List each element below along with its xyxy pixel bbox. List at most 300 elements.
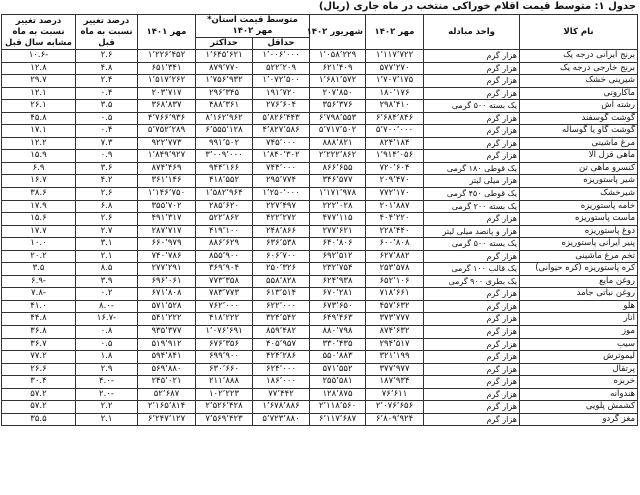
- change-prev-month: ۷.۳: [76, 137, 138, 150]
- table-row: [2, 213, 638, 226]
- price-mehr1401: ۵٬۷۵۲٬۲۸۹: [138, 125, 196, 138]
- change-prev-year: ۴۱.۰: [2, 300, 76, 313]
- unit-cell: یک بسته ۵۰۰ گرمی: [424, 100, 520, 113]
- item-name: کشمش پلویی: [520, 401, 638, 414]
- change-prev-month: ۰.۹: [76, 150, 138, 163]
- price-max: ۳۶۹٬۹۰۴: [196, 263, 253, 276]
- header-mehr1401: مهر ۱۴۰۱: [138, 15, 196, 50]
- price-mehr1402: ۱٬۷۰۷٬۱۷۵: [366, 75, 424, 88]
- price-mehr1402: ۱٬۹۱۴٬۰۵۶: [366, 150, 424, 163]
- table-body: [2, 50, 638, 426]
- unit-cell: هزار گرم: [424, 300, 520, 313]
- price-max: ۱٬۵۸۲٬۹۶۴: [196, 188, 253, 201]
- price-shahrivar1402: ۱٬۰۵۸٬۲۲۹: [310, 50, 366, 63]
- price-mehr1402: ۱۸۰٬۱۷۶: [366, 87, 424, 100]
- price-max: ۸۵۵٬۹۰۰: [196, 250, 253, 263]
- price-shahrivar1402: ۲۰۷٬۸۵۰: [310, 87, 366, 100]
- price-mehr1402: ۲۰۹٬۴۷۰: [366, 175, 424, 188]
- change-prev-year: ۳۰.۴: [2, 376, 76, 389]
- change-prev-year: ۳.۵: [2, 263, 76, 276]
- price-mehr1401: ۵۱۹٬۹۱۲: [138, 338, 196, 351]
- price-min: ۴٬۸۲۷٬۵۸۶: [253, 125, 310, 138]
- price-min: ۶۳۶٬۵۳۸: [253, 238, 310, 251]
- item-name: تخم مرغ ماشینی: [520, 250, 638, 263]
- price-min: ۵۵۸٬۸۲۸: [253, 275, 310, 288]
- price-mehr1401: ۵۶۹٬۸۸۰: [138, 363, 196, 376]
- change-prev-year: ۳۵.۵: [2, 413, 76, 426]
- price-max: ۱٬۶۴۵٬۶۲۱: [196, 50, 253, 63]
- table-row: [2, 313, 638, 326]
- price-min: ۵٬۸۲۶٬۴۴۳: [253, 112, 310, 125]
- price-max: ۹۹۱٬۵۰۲: [196, 137, 253, 150]
- change-prev-year: ۱۶.۷: [2, 175, 76, 188]
- price-mehr1401: ۸۷۴٬۴۶۹: [138, 162, 196, 175]
- table-row: [2, 125, 638, 138]
- unit-cell: یک قالب ۱۰۰ گرمی: [424, 263, 520, 276]
- price-min: ۲۵۰٬۳۲۶: [253, 263, 310, 276]
- table-row: [2, 188, 638, 201]
- price-mehr1401: ۱٬۱۴۶٬۷۵۰: [138, 188, 196, 201]
- unit-cell: هزار گرم: [424, 363, 520, 376]
- price-max: ۲۱۱٬۸۸۸: [196, 376, 253, 389]
- price-max: ۸٬۱۶۲٬۹۶۲: [196, 112, 253, 125]
- price-min: ۷۷٬۴۴۲: [253, 388, 310, 401]
- price-min: ۴۰۵٬۹۵۷: [253, 338, 310, 351]
- header-province-group: متوسط قیمت استان* مهر ۱۴۰۲: [196, 15, 310, 38]
- change-prev-month: ۸.۵: [76, 263, 138, 276]
- price-max: ۸۷۹٬۷۷۰: [196, 62, 253, 75]
- price-shahrivar1402: ۵٬۷۱۷٬۵۰۲: [310, 125, 366, 138]
- change-prev-month: ۶.۸: [76, 200, 138, 213]
- item-name: روغن نباتی جامد: [520, 288, 638, 301]
- price-mehr1402: ۷۱۸٬۶۶۱: [366, 288, 424, 301]
- item-name: انار: [520, 313, 638, 326]
- unit-cell: هزار گرم: [424, 75, 520, 88]
- price-min: ۱٬۰۷۲٬۵۰۰: [253, 75, 310, 88]
- change-prev-year: ۱۲.۱: [2, 87, 76, 100]
- table-row: [2, 87, 638, 100]
- unit-cell: هزار گرم: [424, 87, 520, 100]
- item-name: سیب: [520, 338, 638, 351]
- unit-cell: هزار گرم: [424, 213, 520, 226]
- table-row: [2, 413, 638, 426]
- unit-cell: هزار گرم: [424, 250, 520, 263]
- price-mehr1401: ۹۳۵٬۳۷۷: [138, 326, 196, 339]
- change-prev-year: ۵۷.۲: [2, 401, 76, 414]
- price-min: ۳۲۴٬۵۴۲: [253, 313, 310, 326]
- change-prev-month: ۲.۲: [76, 401, 138, 414]
- price-max: ۷۶۲٬۰۰۰: [196, 300, 253, 313]
- change-prev-month: ۰.۴: [76, 125, 138, 138]
- price-table: [1, 14, 638, 426]
- change-prev-year: ۱۲.۸: [2, 62, 76, 75]
- price-max: ۴۱۸٬۵۵۲: [196, 175, 253, 188]
- change-prev-month: ۲.۹: [76, 363, 138, 376]
- price-min: ۲۴۸٬۸۶۶: [253, 225, 310, 238]
- item-name: گوشت گاو یا گوساله: [520, 125, 638, 138]
- price-max: ۱٬۰۷۶٬۶۹۱: [196, 326, 253, 339]
- table-row: [2, 263, 638, 276]
- item-name: شیر پاستوریزه: [520, 175, 638, 188]
- price-mehr1401: ۵۷۱٬۵۲۸: [138, 300, 196, 313]
- change-prev-month: ۲.۴: [76, 75, 138, 88]
- change-prev-month: ۴.۲: [76, 175, 138, 188]
- table-row: [2, 225, 638, 238]
- price-shahrivar1402: ۲۲۲٬۰۲۸: [310, 200, 366, 213]
- price-max: ۷۸۳٬۷۷۳: [196, 288, 253, 301]
- change-prev-year: ۶.۹: [2, 162, 76, 175]
- table-row: [2, 238, 638, 251]
- table-row: [2, 162, 638, 175]
- price-min: ۲۷۶٬۶۰۴: [253, 100, 310, 113]
- change-prev-year: ۱۲.۲: [2, 137, 76, 150]
- unit-cell: هزار گرم: [424, 376, 520, 389]
- price-max: ۵۲۲٬۸۶۲: [196, 213, 253, 226]
- price-mehr1402: ۶٬۸۰۹٬۹۲۴: [366, 413, 424, 426]
- change-prev-month: ۰.۵: [76, 112, 138, 125]
- price-shahrivar1402: ۶۲۴٬۹۳۸: [310, 275, 366, 288]
- item-name: روغن مایع: [520, 275, 638, 288]
- price-min: ۵٬۷۲۳٬۸۸۰: [253, 413, 310, 426]
- change-prev-year: ۱۵.۹: [2, 150, 76, 163]
- price-shahrivar1402: ۲۵۵٬۵۸۱: [310, 376, 366, 389]
- change-prev-year: ۲۹.۷: [2, 75, 76, 88]
- item-name: کنسرو ماهی تن: [520, 162, 638, 175]
- item-name: ماهی قزل آلا: [520, 150, 638, 163]
- price-mehr1401: ۲۰۳٬۷۱۷: [138, 87, 196, 100]
- price-min: ۶۲۲٬۰۰۰: [253, 300, 310, 313]
- change-prev-year: ۵۷.۲: [2, 388, 76, 401]
- price-min: ۱٬۰۰۶٬۰۰۰: [253, 50, 310, 63]
- price-mehr1402: ۳۷۳٬۷۷۷: [366, 313, 424, 326]
- unit-cell: هزار گرم: [424, 50, 520, 63]
- price-shahrivar1402: ۳۴۶٬۵۷۷: [310, 175, 366, 188]
- unit-cell: هزار و پانصد میلی لیتر: [424, 225, 520, 238]
- change-prev-month: ۱.۸: [76, 351, 138, 364]
- price-max: ۸۸۶٬۶۲۹: [196, 238, 253, 251]
- price-mehr1401: ۲۷۷٬۲۹۱: [138, 263, 196, 276]
- table-row: [2, 388, 638, 401]
- price-max: ۶۹۹٬۹۰۰: [196, 351, 253, 364]
- price-max: ۴۱۸٬۲۲۲: [196, 313, 253, 326]
- price-mehr1402: ۷۶٬۶۱۱: [366, 388, 424, 401]
- header-mehr1402: مهر ۱۴۰۲: [366, 15, 424, 50]
- unit-cell: هزار گرم: [424, 62, 520, 75]
- price-mehr1402: ۳۲۱٬۱۹۹: [366, 351, 424, 364]
- price-shahrivar1402: ۶۹۲٬۵۱۲: [310, 250, 366, 263]
- unit-cell: هزار گرم: [424, 288, 520, 301]
- change-prev-month: ۰.۴: [76, 87, 138, 100]
- change-prev-year: ۱۷.۷: [2, 225, 76, 238]
- price-mehr1402: ۱٬۱۱۷٬۷۲۲: [366, 50, 424, 63]
- table-row: [2, 75, 638, 88]
- change-prev-month: ۲.۶: [76, 188, 138, 201]
- price-max: ۹۴۴٬۱۶۶: [196, 162, 253, 175]
- item-name: برنج ایرانی درجه یک: [520, 50, 638, 63]
- change-prev-month: ۱۶.۷-: [76, 313, 138, 326]
- price-shahrivar1402: ۸۸۸٬۸۲۱: [310, 137, 366, 150]
- change-prev-month: ۰.۸: [76, 326, 138, 339]
- change-prev-year: ۴۴.۸: [2, 313, 76, 326]
- price-min: ۷۴۴٬۰۰۰: [253, 162, 310, 175]
- price-max: ۷۷۳٬۳۵۸: [196, 275, 253, 288]
- price-max: ۲۸۵٬۶۲۰: [196, 200, 253, 213]
- price-shahrivar1402: ۸۸۰٬۷۹۸: [310, 326, 366, 339]
- change-prev-year: ۱۷.۹: [2, 200, 76, 213]
- unit-cell: یک بسته ۲۰۰ گرمی: [424, 200, 520, 213]
- unit-cell: یک قوطی ۴۵۰ گرمی: [424, 188, 520, 201]
- price-mehr1402: ۴۰۴٬۲۲۰: [366, 213, 424, 226]
- change-prev-year: ۷.۸-: [2, 288, 76, 301]
- price-min: ۷۴۵٬۰۰۰: [253, 137, 310, 150]
- price-mehr1401: ۲۸۷٬۷۱۷: [138, 225, 196, 238]
- item-name: شیرخشک: [520, 188, 638, 201]
- price-min: ۶۲۴٬۰۰۰: [253, 363, 310, 376]
- change-prev-month: ۸.۰-: [76, 300, 138, 313]
- change-prev-year: ۶.۹-: [2, 275, 76, 288]
- price-max: ۲٬۵۲۶٬۴۲۸: [196, 401, 253, 414]
- price-mehr1402: ۶۵۲٬۱۰۶: [366, 275, 424, 288]
- unit-cell: یک قوطی ۱۸۰ گرمی: [424, 162, 520, 175]
- price-shahrivar1402: ۱٬۱۷۱٬۹۷۸: [310, 188, 366, 201]
- item-name: ماست پاستوریزه: [520, 213, 638, 226]
- item-name: پرتقال: [520, 363, 638, 376]
- price-mehr1402: ۶٬۶۸۴٬۸۴۶: [366, 112, 424, 125]
- price-min: ۱۹۱٬۷۲۰: [253, 87, 310, 100]
- table-row: [2, 288, 638, 301]
- change-prev-month: ۲.۱: [76, 413, 138, 426]
- change-prev-year: ۲۰.۲: [2, 250, 76, 263]
- price-mehr1401: ۶٬۲۴۷٬۱۲۷: [138, 413, 196, 426]
- header-change-prev: درصد تغییر نسبت به ماه قبل: [76, 15, 138, 50]
- price-mehr1402: ۶۲۷٬۸۸۲: [366, 250, 424, 263]
- price-mehr1402: ۸۷۴٬۶۳۲: [366, 326, 424, 339]
- item-name: مغز گردو: [520, 413, 638, 426]
- unit-cell: هزار گرم: [424, 338, 520, 351]
- price-shahrivar1402: ۶۲۱٬۴۰۹: [310, 62, 366, 75]
- price-max: ۴۸۸٬۳۶۱: [196, 100, 253, 113]
- table-row: [2, 275, 638, 288]
- unit-cell: هزار گرم: [424, 388, 520, 401]
- price-mehr1402: ۲٬۰۷۶٬۶۵۶: [366, 401, 424, 414]
- price-mehr1401: ۳۶۸٬۸۳۷: [138, 100, 196, 113]
- unit-cell: هزار گرم: [424, 150, 520, 163]
- price-mehr1401: ۳۵۵٬۷۰۲: [138, 200, 196, 213]
- price-max: ۱۰۲٬۲۲۳: [196, 388, 253, 401]
- unit-cell: هزار گرم: [424, 125, 520, 138]
- item-name: هلو: [520, 300, 638, 313]
- change-prev-month: ۴.۸: [76, 62, 138, 75]
- price-min: ۸۵۹٬۴۸۲: [253, 326, 310, 339]
- price-mehr1401: ۲٬۱۶۵٬۸۱۴: [138, 401, 196, 414]
- price-mehr1402: ۸۲۴٬۱۸۴: [366, 137, 424, 150]
- price-mehr1402: ۷۲۰٬۶۰۴: [366, 162, 424, 175]
- table-row: [2, 351, 638, 364]
- price-min: ۴۲۴٬۲۸۶: [253, 351, 310, 364]
- price-mehr1402: ۳۷۷٬۹۷۷: [366, 363, 424, 376]
- price-mehr1402: ۵٬۷۰۰٬۰۰۰: [366, 125, 424, 138]
- price-shahrivar1402: ۶۷۳٬۶۵۰: [310, 300, 366, 313]
- unit-cell: هزار میلی لیتر: [424, 175, 520, 188]
- change-prev-month: ۳.۵: [76, 100, 138, 113]
- price-shahrivar1402: ۲٬۱۱۸٬۵۶۰: [310, 401, 366, 414]
- unit-cell: هزار گرم: [424, 401, 520, 414]
- price-mehr1401: ۵۴۱٬۲۲۲: [138, 313, 196, 326]
- unit-cell: هزار گرم: [424, 313, 520, 326]
- table-row: [2, 376, 638, 389]
- change-prev-month: ۴.۰-: [76, 376, 138, 389]
- price-min: ۵۲۲٬۲۰۹: [253, 62, 310, 75]
- item-name: موز: [520, 326, 638, 339]
- price-mehr1401: ۶۷۱٬۸۰۸: [138, 288, 196, 301]
- change-prev-month: ۳.۱: [76, 238, 138, 251]
- price-shahrivar1402: ۴۷۷٬۱۱۵: [310, 213, 366, 226]
- table-row: [2, 401, 638, 414]
- change-prev-month: ۰.۵: [76, 338, 138, 351]
- unit-cell: هزار گرم: [424, 112, 520, 125]
- price-max: ۴۱۹٬۱۰۰: [196, 225, 253, 238]
- change-prev-year: ۲۶.۶: [2, 363, 76, 376]
- unit-cell: هزار گرم: [424, 413, 520, 426]
- change-prev-month: ۳.۶: [76, 162, 138, 175]
- change-prev-month: ۳.۹: [76, 275, 138, 288]
- item-name: لیموترش: [520, 351, 638, 364]
- price-min: ۲۲۷٬۴۹۷: [253, 200, 310, 213]
- price-mehr1401: ۷۴۰٬۷۸۶: [138, 250, 196, 263]
- price-shahrivar1402: ۲۷۷٬۶۲۱: [310, 225, 366, 238]
- price-mehr1401: ۴٬۷۶۶٬۹۳۶: [138, 112, 196, 125]
- price-mehr1402: ۶۰۰٬۸۰۸: [366, 238, 424, 251]
- change-prev-year: ۲۶.۱: [2, 100, 76, 113]
- table-row: [2, 62, 638, 75]
- table-row: [2, 175, 638, 188]
- price-mehr1402: ۲۹۸٬۴۱۰: [366, 100, 424, 113]
- header-shahrivar1402: شهریور ۱۴۰۲: [310, 15, 366, 50]
- table-row: [2, 150, 638, 163]
- item-name: خربزه: [520, 376, 638, 389]
- change-prev-month: ۲.۷: [76, 225, 138, 238]
- price-max: ۷٬۵۶۹٬۴۲۳: [196, 413, 253, 426]
- change-prev-year: ۴۵.۸: [2, 112, 76, 125]
- item-name: رشته آش: [520, 100, 638, 113]
- change-prev-month: ۰.۲: [76, 288, 138, 301]
- change-prev-year: ۱۷.۱: [2, 125, 76, 138]
- price-mehr1402: ۵۷۷٬۲۷۰: [366, 62, 424, 75]
- unit-cell: هزار گرم: [424, 351, 520, 364]
- price-mehr1401: ۱٬۸۴۹٬۹۲۷: [138, 150, 196, 163]
- price-mehr1401: ۵۲٬۶۸۷: [138, 388, 196, 401]
- header-max: حداکثر: [196, 38, 253, 50]
- change-prev-year: ۳۶.۷: [2, 338, 76, 351]
- unit-cell: یک بطری ۹۰۰ گرمی: [424, 275, 520, 288]
- item-name: گوشت گوسفند: [520, 112, 638, 125]
- price-mehr1401: ۱٬۲۲۶٬۴۵۲: [138, 50, 196, 63]
- price-mehr1401: ۴۹۱٬۳۱۷: [138, 213, 196, 226]
- price-mehr1402: ۱۸۷٬۹۳۴: [366, 376, 424, 389]
- item-name: دوغ پاستوریزه: [520, 225, 638, 238]
- item-name: ماکارونی: [520, 87, 638, 100]
- price-mehr1402: ۴۵۷٬۶۳۲: [366, 300, 424, 313]
- price-shahrivar1402: ۵۵۰٬۸۸۳: [310, 351, 366, 364]
- price-mehr1401: ۶۹۶٬۰۶۱: [138, 275, 196, 288]
- change-prev-year: ۷۷.۲: [2, 351, 76, 364]
- price-max: ۲۹۶٬۳۴۵: [196, 87, 253, 100]
- price-max: ۳٬۰۰۹٬۰۰۰: [196, 150, 253, 163]
- price-mehr1402: ۲۲۸٬۴۴۰: [366, 225, 424, 238]
- price-shahrivar1402: ۲٬۲۲۲٬۸۶۲: [310, 150, 366, 163]
- price-mehr1402: ۲۵۳٬۵۷۸: [366, 263, 424, 276]
- item-name: برنج خارجی درجه یک: [520, 62, 638, 75]
- change-prev-month: ۲.۶: [76, 213, 138, 226]
- price-mehr1401: ۶۵۱٬۳۴۱: [138, 62, 196, 75]
- price-shahrivar1402: ۲۳۲٬۷۵۴: [310, 263, 366, 276]
- price-shahrivar1402: ۶۷۰٬۲۸۱: [310, 288, 366, 301]
- price-shahrivar1402: ۸۶۶٬۶۵۵: [310, 162, 366, 175]
- price-min: ۱٬۲۵۰٬۰۰۰: [253, 188, 310, 201]
- table-row: [2, 300, 638, 313]
- table-row: [2, 326, 638, 339]
- price-shahrivar1402: ۳۳۰٬۴۳۵: [310, 338, 366, 351]
- table-row: [2, 250, 638, 263]
- price-mehr1401: ۲۴۵٬۰۲۱: [138, 376, 196, 389]
- price-max: ۶۳۰٬۶۶۰: [196, 363, 253, 376]
- change-prev-year: ۳۸.۶: [2, 188, 76, 201]
- price-min: ۶۰۶٬۷۰۰: [253, 250, 310, 263]
- unit-cell: هزار گرم: [424, 137, 520, 150]
- price-mehr1402: ۷۷۲٬۱۷۰: [366, 188, 424, 201]
- table-row: [2, 363, 638, 376]
- change-prev-month: ۲.۶: [76, 50, 138, 63]
- price-max: ۶٬۵۵۵٬۱۲۸: [196, 125, 253, 138]
- price-mehr1401: ۹۲۲٬۷۷۳: [138, 137, 196, 150]
- header-item: نام کالا: [520, 15, 638, 50]
- table-row: [2, 100, 638, 113]
- table-row: [2, 112, 638, 125]
- price-shahrivar1402: ۶۴۰٬۸۰۶: [310, 238, 366, 251]
- price-shahrivar1402: ۳۵۶٬۳۷۶: [310, 100, 366, 113]
- header-change-year: درصد تغییر نسبت به ماه مشابه سال قبل: [2, 15, 76, 50]
- table-row: [2, 137, 638, 150]
- header-unit: واحد مبادله: [424, 15, 520, 50]
- change-prev-year: ۱۵.۶: [2, 213, 76, 226]
- price-shahrivar1402: ۱٬۶۸۱٬۵۷۲: [310, 75, 366, 88]
- change-prev-year: ۳۶.۸: [2, 326, 76, 339]
- price-min: ۲۹۵٬۷۷۴: [253, 175, 310, 188]
- price-mehr1401: ۳۶۱٬۱۴۶: [138, 175, 196, 188]
- unit-cell: یک بسته ۵۰۰ گرمی: [424, 238, 520, 251]
- price-mehr1402: ۲۰۱٬۸۸۷: [366, 200, 424, 213]
- item-name: خامه پاستوریزه: [520, 200, 638, 213]
- price-max: ۶۷۶٬۳۵۶: [196, 338, 253, 351]
- item-name: مرغ ماشینی: [520, 137, 638, 150]
- price-mehr1402: ۲۹۴٬۵۱۷: [366, 338, 424, 351]
- price-shahrivar1402: ۶۴۹٬۴۶۳: [310, 313, 366, 326]
- change-prev-month: ۲.۱: [76, 250, 138, 263]
- price-min: ۱۸۶٬۰۰۰: [253, 376, 310, 389]
- price-min: ۱٬۶۷۸٬۸۸۶: [253, 401, 310, 414]
- price-shahrivar1402: ۱۲۸٬۸۷۵: [310, 388, 366, 401]
- table-row: [2, 50, 638, 63]
- item-name: پنیر ایرانی پاستوریزه: [520, 238, 638, 251]
- price-max: ۱٬۷۵۶٬۹۳۲: [196, 75, 253, 88]
- price-mehr1401: ۶۶۰٬۹۷۹: [138, 238, 196, 251]
- change-prev-month: ۲.۰-: [76, 388, 138, 401]
- price-shahrivar1402: ۶٬۷۹۸٬۵۵۳: [310, 112, 366, 125]
- price-shahrivar1402: ۶٬۱۱۷٬۶۸۷: [310, 413, 366, 426]
- item-name: شیرینی خشک: [520, 75, 638, 88]
- table-title: جدول ۱: متوسط قیمت اقلام خوراکی منتخب در ماه جاری (ریال): [318, 1, 636, 12]
- price-min: ۱٬۸۴۰٬۳۰۲: [253, 150, 310, 163]
